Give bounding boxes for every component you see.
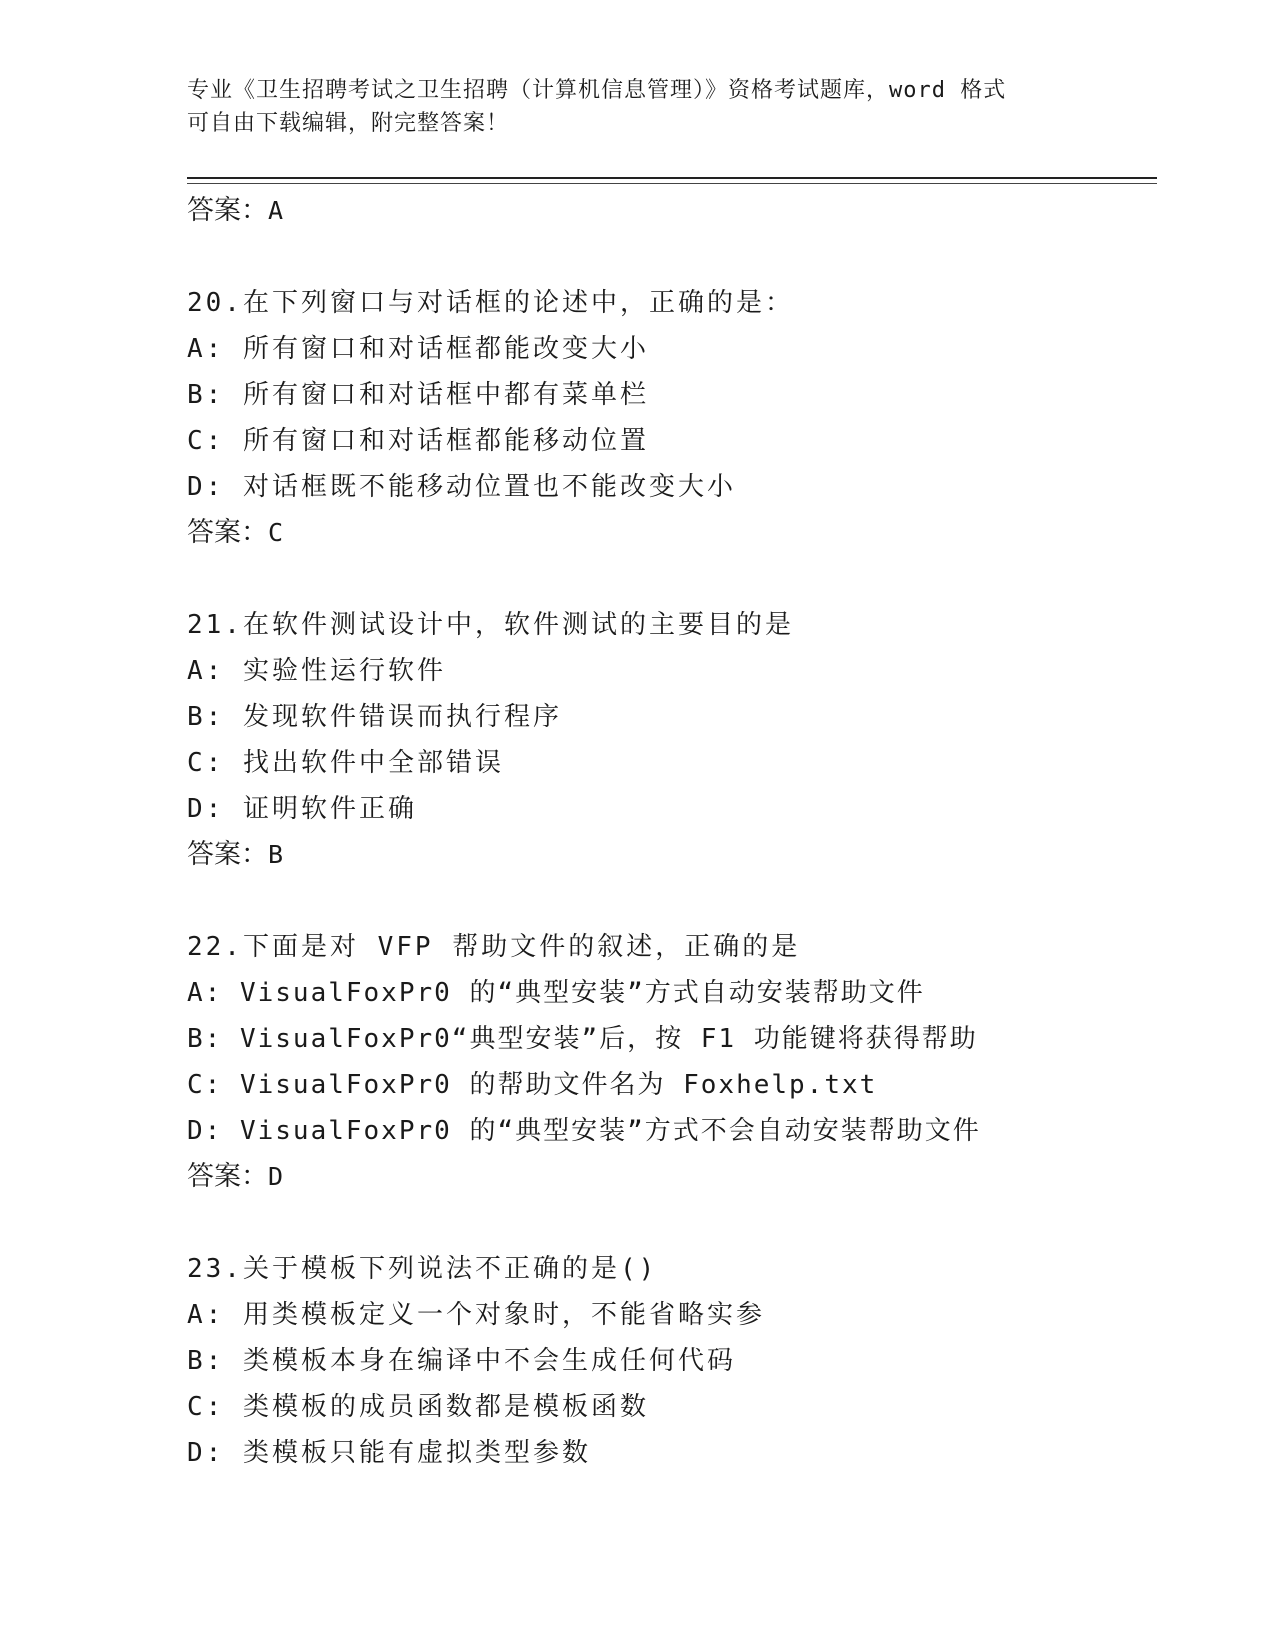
- answer-value: B: [268, 840, 284, 869]
- option-c: C: 找出软件中全部错误: [187, 748, 504, 778]
- option-a: A: 所有窗口和对话框都能改变大小: [187, 334, 649, 364]
- option-d: D: VisualFoxPr0 的“典型安装”方式不会自动安装帮助文件: [187, 1116, 981, 1146]
- option-d: D: 对话框既不能移动位置也不能改变大小: [187, 472, 736, 502]
- question-block: [187, 602, 1157, 878]
- option-b: B: VisualFoxPr0“典型安装”后，按 F1 功能键将获得帮助: [187, 1024, 978, 1054]
- answer-label: 答案：: [187, 195, 268, 226]
- header-line-2: 可自由下载编辑，附完整答案！: [187, 111, 510, 136]
- spacer: [187, 556, 1157, 602]
- page-header: [187, 74, 1107, 140]
- option-b: B: 发现软件错误而执行程序: [187, 702, 562, 732]
- answer-label: 答案：: [187, 517, 268, 548]
- option-d: D: 证明软件正确: [187, 794, 417, 824]
- answer-line: [187, 510, 1157, 556]
- answer-label: 答案：: [187, 839, 268, 870]
- question-block: [187, 280, 1157, 556]
- spacer: [187, 878, 1157, 924]
- question-text: 21.在软件测试设计中，软件测试的主要目的是: [187, 610, 794, 640]
- option-c: C: VisualFoxPr0 的帮助文件名为 Foxhelp.txt: [187, 1070, 878, 1100]
- option-b: B: 所有窗口和对话框中都有菜单栏: [187, 380, 649, 410]
- question-text: 22.下面是对 VFP 帮助文件的叙述，正确的是: [187, 932, 801, 962]
- option-c: C: 所有窗口和对话框都能移动位置: [187, 426, 649, 456]
- header-divider: [187, 177, 1157, 179]
- option-a: A: 实验性运行软件: [187, 656, 446, 686]
- option-c: C: 类模板的成员函数都是模板函数: [187, 1392, 649, 1422]
- answer-value: C: [268, 518, 284, 547]
- spacer: [187, 234, 1157, 280]
- option-d: D: 类模板只能有虚拟类型参数: [187, 1438, 591, 1468]
- spacer: [187, 1200, 1157, 1246]
- answer-value: D: [268, 1162, 284, 1191]
- option-a: A: VisualFoxPr0 的“典型安装”方式自动安装帮助文件: [187, 978, 925, 1008]
- question-text: 20.在下列窗口与对话框的论述中，正确的是：: [187, 288, 794, 318]
- document-page: [187, 0, 1157, 1650]
- question-list: [187, 188, 1157, 1476]
- question-text: 23.关于模板下列说法不正确的是(): [187, 1254, 658, 1284]
- answer-label: 答案：: [187, 1161, 268, 1192]
- option-a: A: 用类模板定义一个对象时，不能省略实参: [187, 1300, 765, 1330]
- header-line-1: 专业《卫生招聘考试之卫生招聘（计算机信息管理）》资格考试题库，word 格式: [187, 78, 1007, 103]
- answer-line: [187, 1154, 1157, 1200]
- answer-line: [187, 188, 1157, 234]
- option-b: B: 类模板本身在编译中不会生成任何代码: [187, 1346, 736, 1376]
- answer-value: A: [268, 196, 284, 225]
- question-block: [187, 924, 1157, 1200]
- question-block: [187, 1246, 1157, 1476]
- header-divider-thin: [187, 183, 1157, 184]
- answer-line: [187, 832, 1157, 878]
